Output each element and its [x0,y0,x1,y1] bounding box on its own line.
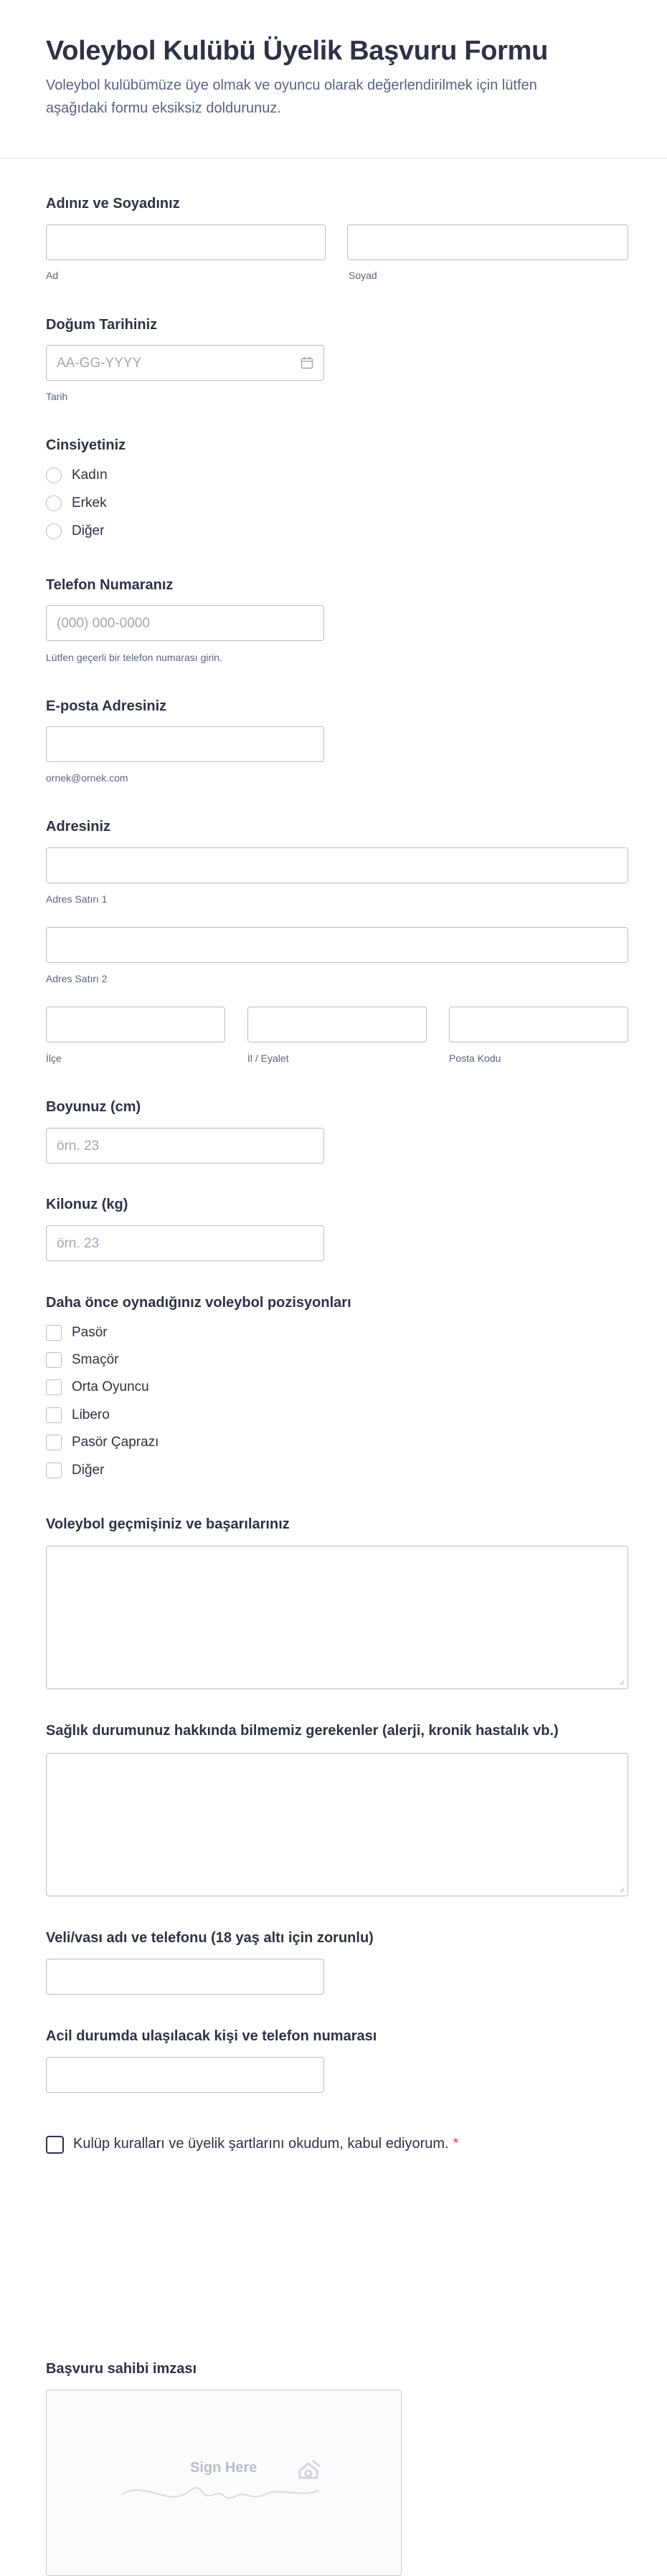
height-label: Boyunuz (cm) [46,1099,141,1115]
guardian-label: Veli/vası adı ve telefonu (18 yaş altı için zorunlu) [46,1930,374,1946]
guardian-input[interactable] [46,1959,324,1995]
phone-placeholder: (000) 000-0000 [57,616,150,631]
first-name-input[interactable] [46,224,326,260]
name-label: Adınız ve Soyadınız [46,196,180,212]
first-name-sublabel: Ad [46,270,59,281]
form-description: Voleybol kulübümüze üye olmak ve oyuncu olarak değerlendirilmek için lütfen aşağıdaki formu eksiksiz doldurunuz. [46,77,537,116]
checkbox[interactable] [46,1379,62,1395]
form-title: Voleybol Kulübü Üyelik Başvuru Formu [46,36,549,66]
position-option-label: Pasör Çaprazı [72,1435,159,1450]
pen-icon [294,2456,324,2486]
checkbox[interactable] [46,1352,62,1368]
phone-sublabel: Lütfen geçerli bir telefon numarası girin. [46,652,222,663]
birth-date-input[interactable] [46,345,324,381]
positions-label: Daha önce oynadığınız voleybol pozisyonları [46,1295,351,1311]
position-option-label: Libero [72,1407,110,1422]
gender-option-label: Diğer [72,523,105,538]
radio-button[interactable] [46,523,62,539]
address-line1-input[interactable] [46,847,628,883]
radio-button[interactable] [46,495,62,511]
address-line1-sublabel: Adres Satırı 1 [46,893,108,905]
address-line2-input[interactable] [46,927,628,963]
checkbox[interactable] [46,1435,62,1450]
emergency-label: Acil durumda ulaşılacak kişi ve telefon numarası [46,2028,377,2044]
terms-text: Kulüp kuralları ve üyelik şartlarını okudum, kabul ediyorum. [73,2136,449,2152]
history-textarea[interactable] [46,1546,628,1689]
height-input[interactable] [46,1128,324,1164]
signature-pad[interactable] [46,2390,402,2576]
email-label: E-posta Adresiniz [46,698,167,714]
district-sublabel: İlçe [46,1052,62,1064]
checkbox[interactable] [46,1325,62,1341]
gender-option-label: Erkek [72,495,107,510]
birth-date-sublabel: Tarih [46,391,68,402]
gender-label: Cinsiyetiniz [46,437,126,453]
position-option-label: Diğer [72,1463,105,1478]
checkbox[interactable] [46,1407,62,1423]
position-option-label: Orta Oyuncu [72,1379,149,1394]
zip-sublabel: Posta Kodu [449,1052,501,1064]
weight-label: Kilonuz (kg) [46,1197,128,1212]
email-input[interactable] [46,726,324,762]
zip-input[interactable] [449,1007,628,1042]
birth-date-label: Doğum Tarihiniz [46,317,158,333]
email-sublabel: ornek@ornek.com [46,772,128,784]
terms-checkbox[interactable] [46,2136,64,2154]
radio-button[interactable] [46,467,62,483]
last-name-input[interactable] [347,224,628,260]
address-label: Adresiniz [46,819,111,835]
health-textarea[interactable] [46,1753,628,1896]
terms-label[interactable] [73,2136,458,2152]
state-input[interactable] [247,1007,427,1042]
phone-label: Telefon Numaranız [46,577,174,593]
birth-date-placeholder: AA-GG-YYYY [57,356,142,371]
signature-label: Başvuru sahibi imzası [46,2361,197,2377]
state-sublabel: İl / Eyalet [247,1052,289,1064]
required-mark: * [453,2136,459,2152]
checkbox[interactable] [46,1463,62,1478]
position-option-label: Pasör [72,1325,108,1340]
position-option-label: Smaçör [72,1352,119,1367]
district-input[interactable] [46,1007,225,1042]
signature-hint: Sign Here [190,2460,257,2476]
emergency-input[interactable] [46,2057,324,2093]
health-label: Sağlık durumunuz hakkında bilmemiz gerekenler (alerji, kronik hastalık vb.) [46,1723,559,1739]
last-name-sublabel: Soyad [349,270,377,281]
calendar-icon[interactable] [301,356,313,369]
resize-handle-icon[interactable] [619,1680,625,1686]
weight-placeholder: örn. 23 [57,1236,100,1251]
weight-input[interactable] [46,1225,324,1261]
gender-option-label: Kadın [72,467,108,483]
address-line2-sublabel: Adres Satırı 2 [46,973,108,984]
resize-handle-icon[interactable] [619,1887,625,1893]
phone-input[interactable] [46,605,324,641]
history-label: Voleybol geçmişiniz ve başarılarınız [46,1516,290,1532]
height-placeholder: örn. 23 [57,1139,100,1154]
form-header [0,0,667,158]
